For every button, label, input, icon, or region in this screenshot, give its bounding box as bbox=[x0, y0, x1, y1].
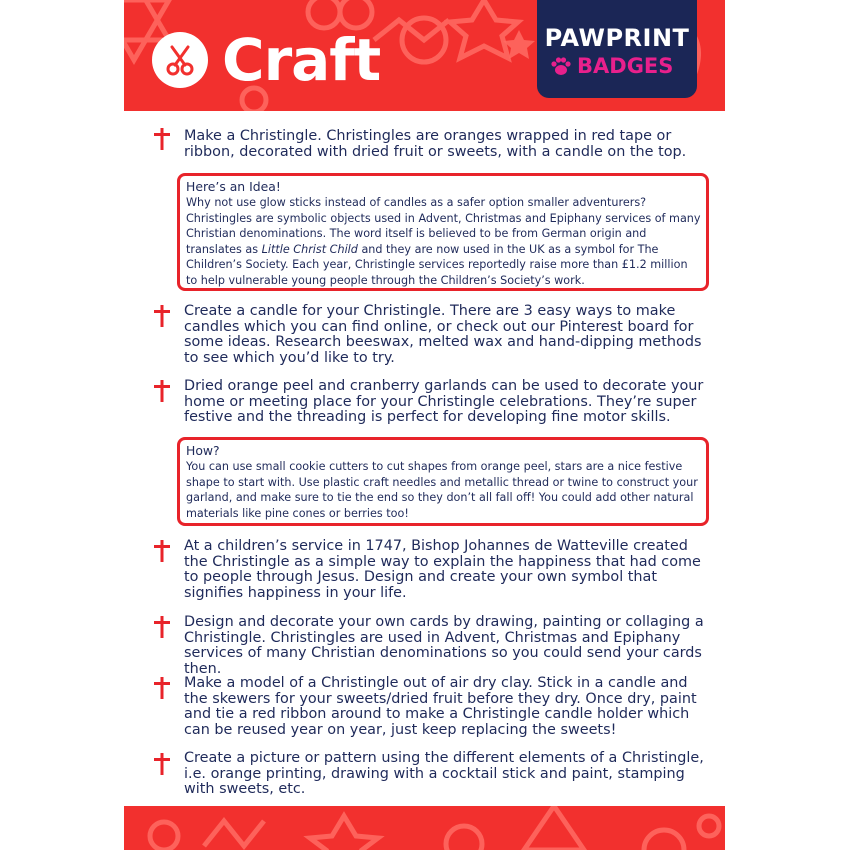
list-item: Create a candle for your Christingle. There are 3 easy ways to make candles which you can find online, or check out our Pinterest board for some ideas. Research beeswax, melted wax and hand-dipping methods to see which you’d like to try. bbox=[184, 303, 702, 366]
page-title: Craft bbox=[222, 26, 381, 94]
cross-icon bbox=[154, 677, 170, 699]
how-box-title: How? bbox=[186, 443, 220, 458]
list-item: At a children’s service in 1747, Bishop Johannes de Watteville created the Christingle as a simple way to explain the happiness that had come to people through Jesus. Design and create your own symbol that signifies happiness in your life. bbox=[184, 538, 701, 601]
cross-icon bbox=[154, 380, 170, 402]
idea-text-part1: Why not use glow sticks instead of candles as a safer option smaller adventurers? Christingles are symbolic objects used in Advent, Christmas and Epiphany services of many Christian denominations. The word itself is believed to be from German origin and translates as bbox=[186, 196, 701, 256]
logo-line1: PAWPRINT bbox=[544, 24, 690, 52]
list-item: Make a model of a Christingle out of air dry clay. Stick in a candle and the skewers for your sweets/dried fruit before they dry. Once dry, paint and tie a red ribbon around to make a Christingle candle holder which can be reused year on year, just keep replacing the sweets! bbox=[184, 675, 697, 738]
how-box bbox=[177, 437, 709, 526]
idea-box-text bbox=[186, 195, 702, 289]
list-item: Dried orange peel and cranberry garlands can be used to decorate your home or meeting place for your Christingle celebrations. They’re super festive and the threading is perfect for developing fine motor skills. bbox=[184, 378, 704, 426]
how-box-text: You can use small cookie cutters to cut shapes from orange peel, stars are a nice festive shape to start with. Use plastic craft needles and metallic thread or twine to construct your garland, and make sure to tie the end so they don’t all fall off! You could add other natural materials like pine cones or berries too! bbox=[186, 460, 698, 520]
cross-icon bbox=[154, 616, 170, 638]
scissors-icon bbox=[163, 43, 197, 77]
page bbox=[124, 0, 725, 850]
footer-decoration bbox=[124, 806, 725, 850]
pawprint-badges-logo bbox=[537, 0, 697, 98]
cross-icon bbox=[154, 540, 170, 562]
cross-icon bbox=[154, 305, 170, 327]
idea-box bbox=[177, 173, 709, 291]
idea-text-italic: Little Christ Child bbox=[261, 242, 358, 256]
footer-banner bbox=[124, 806, 725, 850]
cross-icon bbox=[154, 128, 170, 150]
list-item: Make a Christingle. Christingles are oranges wrapped in red tape or ribbon, decorated with dried fruit or sweets, with a candle on the top. bbox=[184, 128, 687, 160]
scissors-icon-badge bbox=[152, 32, 208, 88]
logo-line2-text: BADGES bbox=[577, 54, 674, 78]
list-item: Create a picture or pattern using the different elements of a Christingle, i.e. orange printing, drawing with a cocktail stick and paint, stamping with sweets, etc. bbox=[184, 750, 704, 798]
cross-icon bbox=[154, 753, 170, 775]
logo-line2 bbox=[549, 54, 697, 81]
header-banner bbox=[124, 0, 725, 111]
idea-box-title: Here’s an Idea! bbox=[186, 179, 281, 194]
paw-icon bbox=[549, 56, 573, 81]
idea-text-part2: and they are now used in the UK as a symbol for The Children’s Society. Each year, Christingle services reportedly raise more than £1.2 million to help vulnerable young people through the Children’s Society’s work. bbox=[186, 242, 688, 287]
list-item: Design and decorate your own cards by drawing, painting or collaging a Christingle. Christingles are used in Advent, Christmas and Epiphany services of many Christian denominations so you could send your cards then. bbox=[184, 614, 704, 677]
